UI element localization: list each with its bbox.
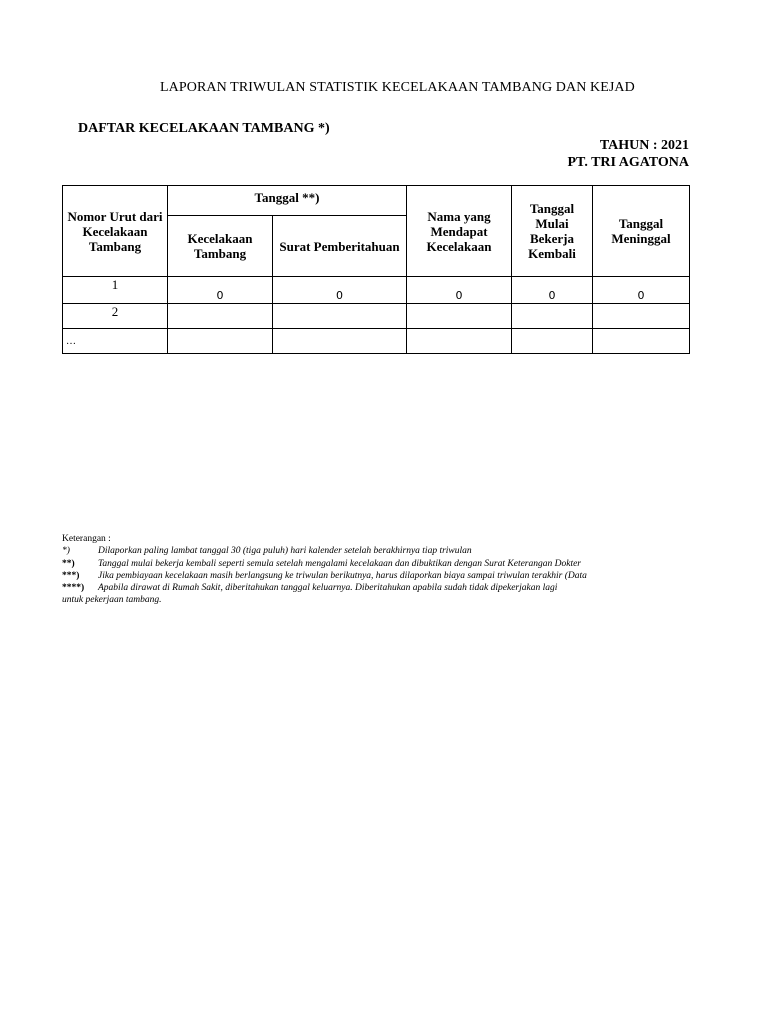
- note-mark: ****): [62, 583, 85, 594]
- note-item: [62, 570, 702, 582]
- note-item: [62, 545, 702, 557]
- header-tanggal-meninggal: Tanggal Meninggal: [593, 186, 690, 277]
- header-nomor-urut: Nomor Urut dari Kecelakaan Tambang: [63, 186, 168, 277]
- cell-mulai: [512, 329, 593, 354]
- cell-nama: 0: [407, 277, 512, 304]
- note-mark: *): [62, 546, 70, 557]
- cell-kecelakaan: 0: [168, 277, 273, 304]
- table-row: [63, 329, 690, 354]
- cell-kecelakaan: [168, 304, 273, 329]
- note-text: Dilaporkan paling lambat tanggal 30 (tiga puluh) hari kalender setelah berakhirnya tiap triwulan: [98, 546, 472, 557]
- note-mark: ***): [62, 570, 80, 581]
- cell-no: …: [63, 329, 168, 354]
- header-nama: Nama yang Mendapat Kecelakaan: [407, 186, 512, 277]
- cell-mulai: [512, 304, 593, 329]
- cell-surat: [273, 329, 407, 354]
- notes-section: [62, 533, 702, 607]
- header-tanggal-group: Tanggal **): [168, 186, 407, 216]
- header-kecelakaan-tambang: Kecelakaan Tambang: [168, 216, 273, 277]
- cell-mulai: 0: [512, 277, 593, 304]
- report-year: TAHUN : 2021: [599, 138, 689, 153]
- report-title: LAPORAN TRIWULAN STATISTIK KECELAKAAN TAMBANG DAN KEJAD: [160, 80, 635, 95]
- cell-nama: [407, 329, 512, 354]
- table-row: [63, 277, 690, 304]
- cell-nama: [407, 304, 512, 329]
- header-surat-pemberitahuan: Surat Pemberitahuan: [273, 216, 407, 277]
- cell-surat: 0: [273, 277, 407, 304]
- note-item: [62, 582, 702, 594]
- company-name: PT. TRI AGATONA: [567, 155, 689, 170]
- note-item: [62, 558, 702, 570]
- accident-table: [62, 185, 690, 354]
- cell-no: 2: [63, 304, 168, 329]
- header-tanggal-mulai: Tanggal Mulai Bekerja Kembali: [512, 186, 593, 277]
- cell-kecelakaan: [168, 329, 273, 354]
- notes-heading: Keterangan :: [62, 534, 111, 544]
- note-mark: **): [62, 558, 75, 569]
- cell-no: 1: [63, 277, 168, 304]
- table-row: [63, 304, 690, 329]
- cell-meninggal: [593, 304, 690, 329]
- note-continuation: untuk pekerjaan tambang.: [62, 595, 162, 606]
- note-text: Tanggal mulai bekerja kembali seperti semula setelah mengalami kecelakaan dan dibuktikan dengan Surat Keterangan Dokter: [98, 558, 582, 569]
- report-subtitle: DAFTAR KECELAKAAN TAMBANG *): [78, 121, 330, 136]
- cell-meninggal: [593, 329, 690, 354]
- cell-surat: [273, 304, 407, 329]
- note-text: Apabila dirawat di Rumah Sakit, diberitahukan tanggal keluarnya. Diberitahukan apabila sudah tidak dipekerjakan lagi: [98, 583, 558, 594]
- cell-meninggal: 0: [593, 277, 690, 304]
- note-text: Jika pembiayaan kecelakaan masih berlangsung ke triwulan berikutnya, harus dilaporkan biaya sampai triwulan terakhir (Data: [98, 570, 587, 581]
